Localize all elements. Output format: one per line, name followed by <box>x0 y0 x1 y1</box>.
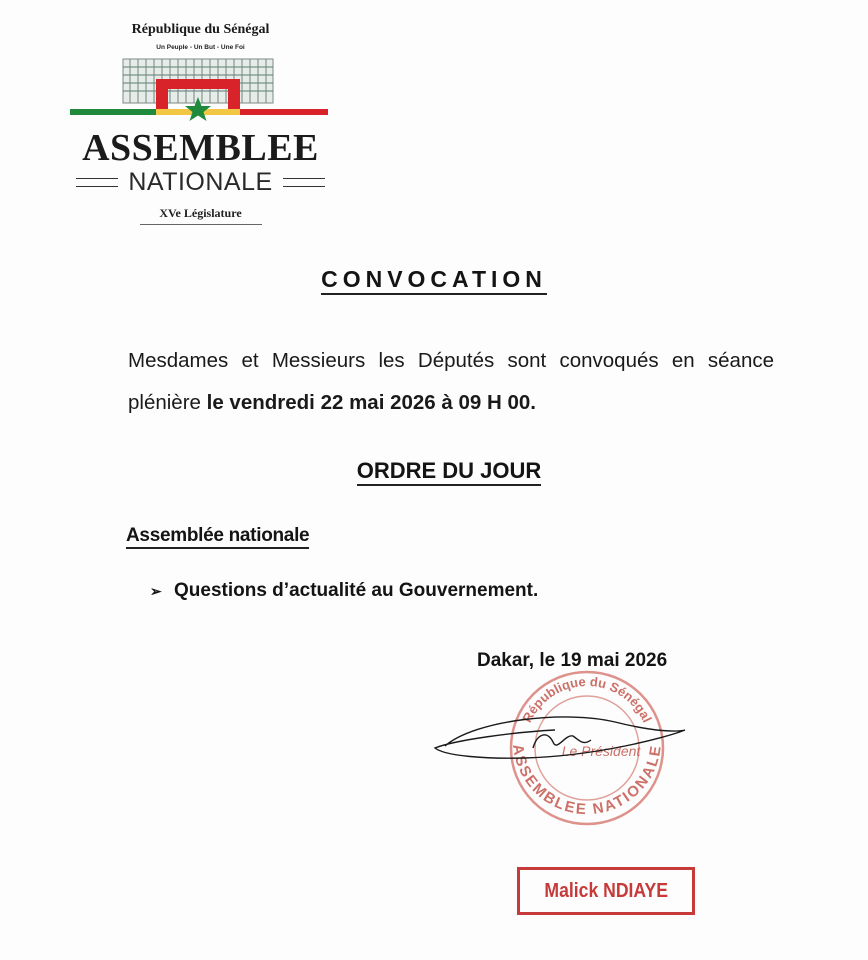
signatory-stamp <box>517 867 695 915</box>
convocation-date: le vendredi 22 mai 2026 à 09 H 00. <box>206 391 536 414</box>
official-seal <box>415 660 705 840</box>
legislature-label: XVe Législature <box>159 206 242 220</box>
document-title-text: CONVOCATION <box>321 266 547 295</box>
seal-center-text: Le Président <box>561 743 641 759</box>
institution-subtitle: NATIONALE <box>128 168 273 196</box>
assembly-logo <box>68 18 333 228</box>
seal-bottom-text: ASSEMBLEE NATIONALE <box>508 743 666 819</box>
parliament-building-icon <box>68 53 333 125</box>
document-title <box>0 266 868 293</box>
signatory-name: Malick NDIAYE <box>544 879 668 902</box>
agenda-item-text: Questions d’actualité au Gouvernement. <box>174 580 539 601</box>
institution-title: ASSEMBLEE <box>82 127 319 169</box>
arrow-bullet-icon: ➢ <box>150 582 162 599</box>
place-date: Dakar, le 19 mai 2026 <box>477 650 668 671</box>
legislature-underline <box>140 224 262 225</box>
republic-label: République du Sénégal <box>131 22 270 37</box>
convocation-paragraph <box>128 340 774 424</box>
convocation-text: Mesdames et Messieurs les Députés sont convoqués en séance plénière <box>128 349 774 414</box>
agenda-item <box>150 580 538 602</box>
agenda-title-text: ORDRE DU JOUR <box>357 458 542 486</box>
national-motto: Un Peuple - Un But - Une Foi <box>156 44 245 51</box>
divider-right <box>283 178 325 187</box>
seal-top-text: République du Sénégal <box>519 673 655 725</box>
section-heading: Assemblée nationale <box>126 525 309 549</box>
agenda-title <box>0 458 868 484</box>
